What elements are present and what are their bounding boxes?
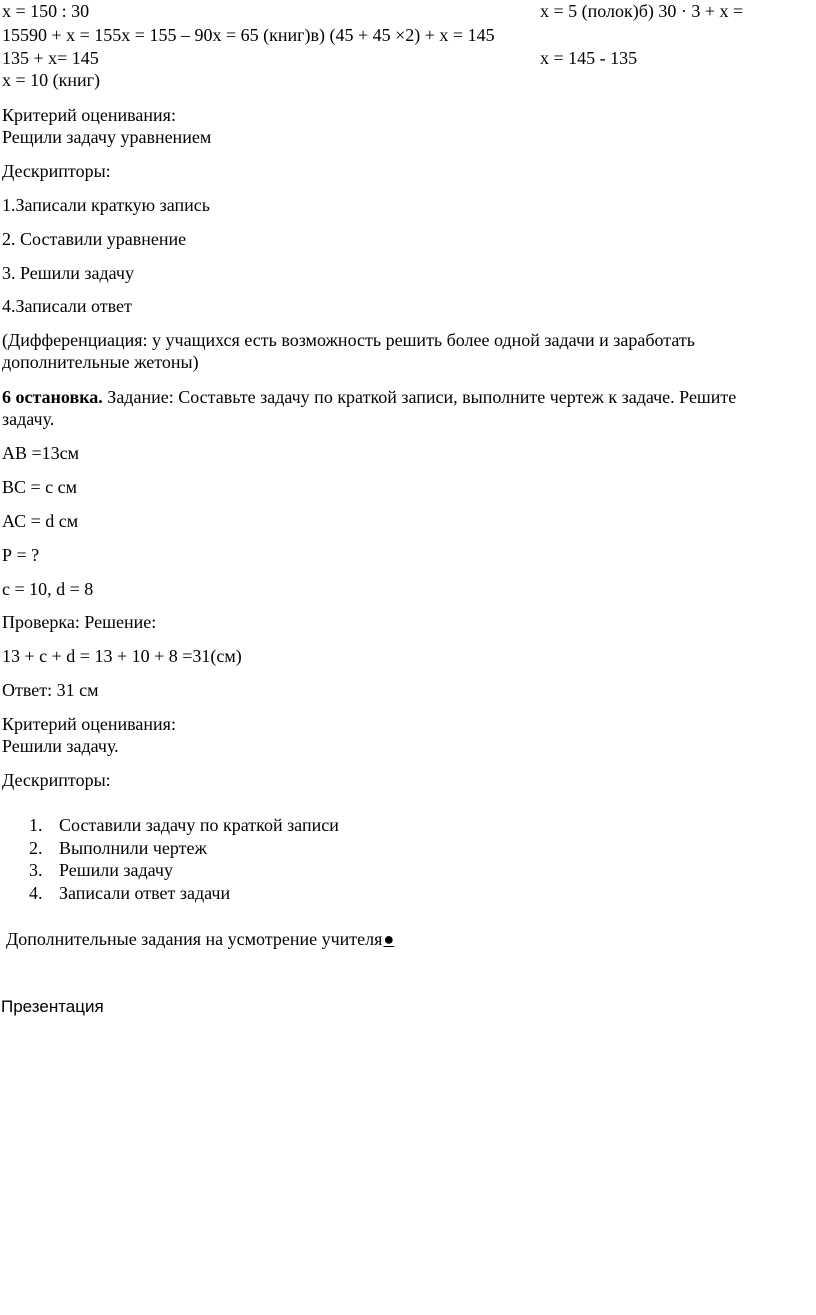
given-bc: ВС = с см <box>2 477 78 497</box>
list-item-number: 2. <box>29 837 43 858</box>
answer: Ответ: 31 см <box>2 680 99 700</box>
bullet-icon: ● <box>383 929 395 949</box>
stop-6-task-line-2: задачу. <box>2 409 55 429</box>
presentation-label: Презентация <box>1 997 104 1016</box>
solution-line-1-right: x = 5 (полок)б) 30 · 3 + x = <box>540 1 744 21</box>
solution-expression: 13 + c + d = 13 + 10 + 8 =31(см) <box>2 646 242 666</box>
given-ac: АС = d см <box>2 511 79 531</box>
list-item-text: Составили задачу по краткой записи <box>59 815 339 835</box>
given-perimeter: Р = ? <box>2 545 40 565</box>
given-ab: АВ =13см <box>2 443 80 463</box>
solution-line-4: x = 10 (книг) <box>2 70 101 90</box>
stop-6-title: 6 остановка. <box>2 387 103 407</box>
descriptors-2-label: Дескрипторы: <box>2 770 111 790</box>
stop-6-task-text: Задание: Составьте задачу по краткой записи, выполните чертеж к задаче. Решите <box>102 387 737 407</box>
solution-line-3-right: x = 145 - 135 <box>540 48 638 68</box>
criterion-2-text: Решили задачу. <box>2 736 119 756</box>
differentiation-line-2: дополнительные жетоны) <box>2 352 199 372</box>
criterion-1-text: Рещили задачу уравнением <box>2 127 212 147</box>
extra-tasks <box>6 928 394 950</box>
differentiation-line-1: (Дифференциация: у учащихся есть возможность решить более одной задачи и заработать <box>2 330 695 350</box>
solution-line-3-left: 135 + x= 145 <box>2 48 99 68</box>
extra-tasks-text: Дополнительные задания на усмотрение учителя <box>6 929 383 949</box>
criterion-2-label: Критерий оценивания: <box>2 714 176 734</box>
list-item-number: 3. <box>29 860 43 880</box>
stop-6-task-line-1 <box>2 386 736 408</box>
list-item-number: 1. <box>29 815 43 835</box>
list-item-text: Записали ответ задачи <box>59 882 231 903</box>
list-item-number: 4. <box>29 882 43 903</box>
descriptors-1-label: Дескрипторы: <box>2 161 111 181</box>
given-values: c = 10, d = 8 <box>2 579 94 599</box>
list-item-text: Решили задачу <box>59 860 173 880</box>
descriptor-1-item: 1.Записали краткую запись <box>2 195 210 215</box>
solution-line-1-left: x = 150 : 30 <box>2 1 90 21</box>
criterion-1-label: Критерий оценивания: <box>2 105 176 125</box>
solution-line-2: 15590 + x = 155x = 155 – 90x = 65 (книг)в) (45 + 45 ×2) + x = 145 <box>2 25 495 45</box>
descriptor-1-item: 2. Составили уравнение <box>2 229 187 249</box>
descriptor-1-item: 3. Решили задачу <box>2 263 134 283</box>
list-item-text: Выполнили чертеж <box>59 837 207 858</box>
check-label: Проверка: Решение: <box>2 612 157 632</box>
descriptor-1-item: 4.Записали ответ <box>2 296 132 316</box>
